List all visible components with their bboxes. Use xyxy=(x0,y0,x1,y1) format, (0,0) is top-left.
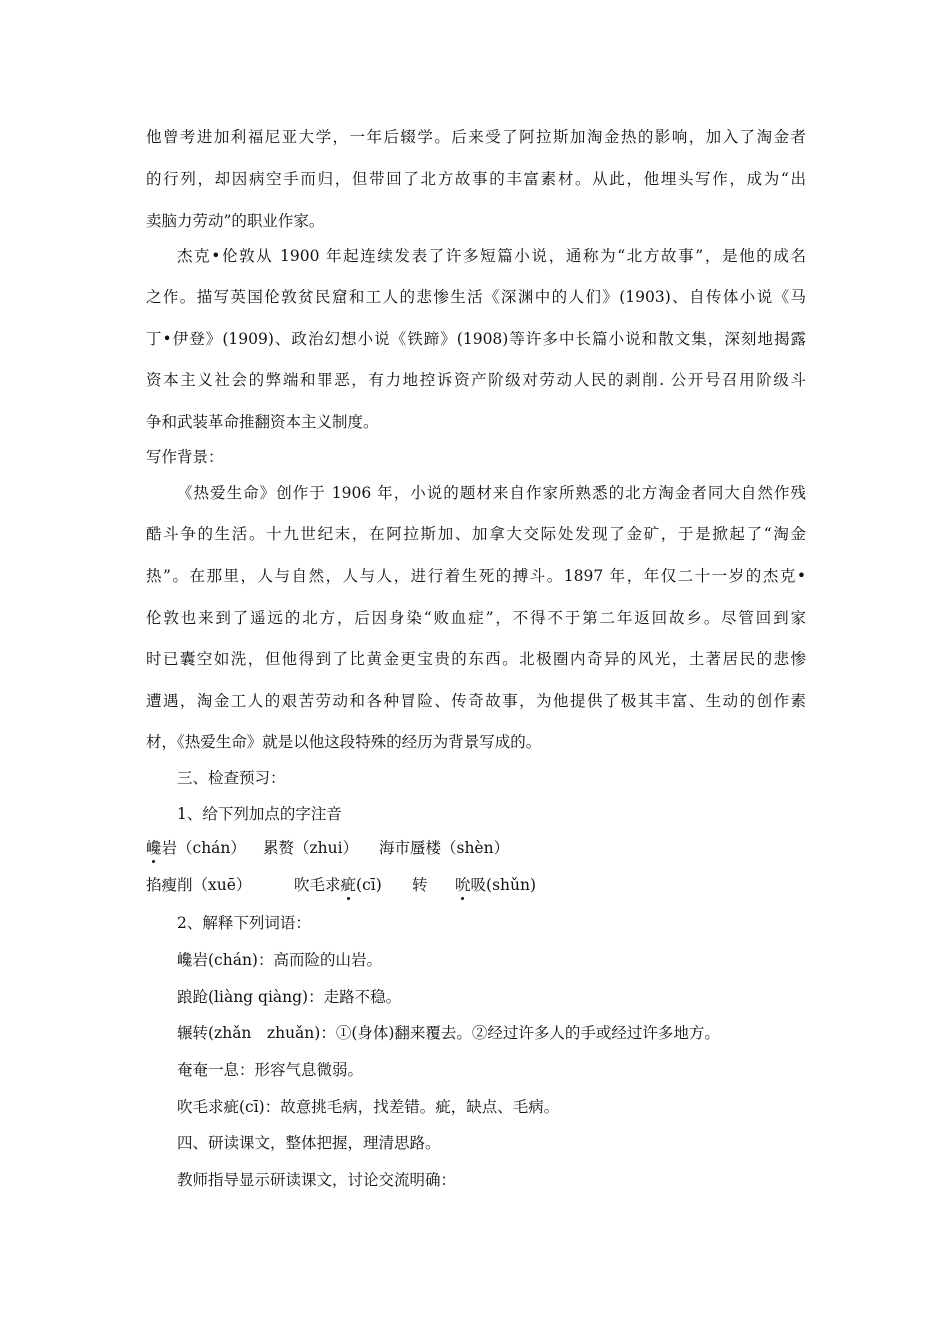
pinyin-item-chuimao xyxy=(294,875,382,895)
pinyin-item-haishi: 海市蜃楼（shèn） xyxy=(379,839,510,857)
pinyin-item-leizhui: 累赘（zhui） xyxy=(263,839,359,857)
pinyin-text: 吸(shǔn) xyxy=(470,876,537,894)
works-line-5: 争和武装革命推翻资本主义制度。 xyxy=(146,413,379,431)
dotted-char: 巉 xyxy=(146,839,162,857)
question-2: 2、解释下列词语： xyxy=(177,914,311,932)
pinyin-text: 岩（chán） xyxy=(161,839,246,857)
definition-3: 辗转(zhǎn zhuǎn)：①(身体)翻来覆去。②经过许多人的手或经过许多地方。 xyxy=(177,1024,720,1042)
pinyin-text: (cī) xyxy=(356,876,382,894)
works-line-3: 丁•伊登》(1909)、政治幻想小说《铁蹄》(1908)等许多中长篇小说和散文集，深刻地揭露 xyxy=(146,330,806,348)
bio-line-3: 卖脑力劳动”的职业作家。 xyxy=(146,212,325,230)
definition-5: 吹毛求疵(cī)：故意挑毛病，找差错。疵，缺点、毛病。 xyxy=(177,1098,560,1116)
question-1: 1、给下列加点的字注音 xyxy=(177,805,342,823)
bio-line-2: 的行列，却因病空手而归，但带回了北方故事的丰富素材。从此，他埋头写作，成为“出 xyxy=(146,170,806,188)
works-line-2: 之作。描写英国伦敦贫民窟和工人的悲惨生活《深渊中的人们》(1903)、自传体小说《马 xyxy=(146,288,806,306)
pinyin-row-1 xyxy=(146,838,646,862)
section4-heading: 四、研读课文，整体把握，理清思路。 xyxy=(177,1134,441,1152)
background-line-2: 酷斗争的生活。十九世纪末，在阿拉斯加、加拿大交际处发现了金矿，于是掀起了“淘金 xyxy=(146,525,806,543)
section3-heading: 三、检查预习： xyxy=(177,769,286,787)
pinyin-item-zhuan: 转 xyxy=(412,876,428,894)
background-line-7: 材，《热爱生命》就是以他这段特殊的经历为背景写成的。 xyxy=(146,733,542,751)
pinyin-item-shouxue: 掐瘦削（xuē） xyxy=(146,876,252,894)
background-line-5: 时已囊空如洗，但他得到了比黄金更宝贵的东西。北极圈内奇异的风光，土著居民的悲惨 xyxy=(146,650,806,668)
section4-intro: 教师指导显示研读课文，讨论交流明确： xyxy=(177,1171,457,1189)
background-line-3: 热”。在那里，人与自然，人与人，进行着生死的搏斗。1897 年，年仅二十一岁的杰克• xyxy=(146,567,806,585)
dotted-char: 吮 xyxy=(455,876,471,894)
dotted-char: 疵 xyxy=(340,876,357,894)
pinyin-item-shunxi xyxy=(455,875,536,895)
background-line-6: 遭遇，淘金工人的艰苦劳动和各种冒险、传奇故事，为他提供了极其丰富、生动的创作素 xyxy=(146,692,806,710)
definition-1: 巉岩(chán)：高而险的山岩。 xyxy=(177,951,382,969)
pinyin-item-chanyan xyxy=(146,838,246,858)
definition-2: 踉跄(liàng qiàng)：走路不稳。 xyxy=(177,988,402,1006)
pinyin-text: 吹毛求 xyxy=(294,876,341,894)
background-heading: 写作背景： xyxy=(146,448,224,466)
pinyin-row-2 xyxy=(146,875,666,899)
definition-4: 奄奄一息：形容气息微弱。 xyxy=(177,1061,364,1079)
background-line-4: 伦敦也来到了遥远的北方，后因身染“败血症”，不得不于第二年返回故乡。尽管回到家 xyxy=(146,609,806,627)
works-line-1: 杰克•伦敦从 1900 年起连续发表了许多短篇小说，通称为“北方故事”，是他的成名 xyxy=(177,247,806,265)
background-line-1: 《热爱生命》创作于 1906 年，小说的题材来自作家所熟悉的北方淘金者同大自然作残 xyxy=(177,484,806,502)
works-line-4: 资本主义社会的弊端和罪恶，有力地控诉资产阶级对劳动人民的剥削. 公开号召用阶级斗 xyxy=(146,371,806,389)
bio-line-1: 他曾考进加利福尼亚大学，一年后辍学。后来受了阿拉斯加淘金热的影响，加入了淘金者 xyxy=(146,128,806,146)
